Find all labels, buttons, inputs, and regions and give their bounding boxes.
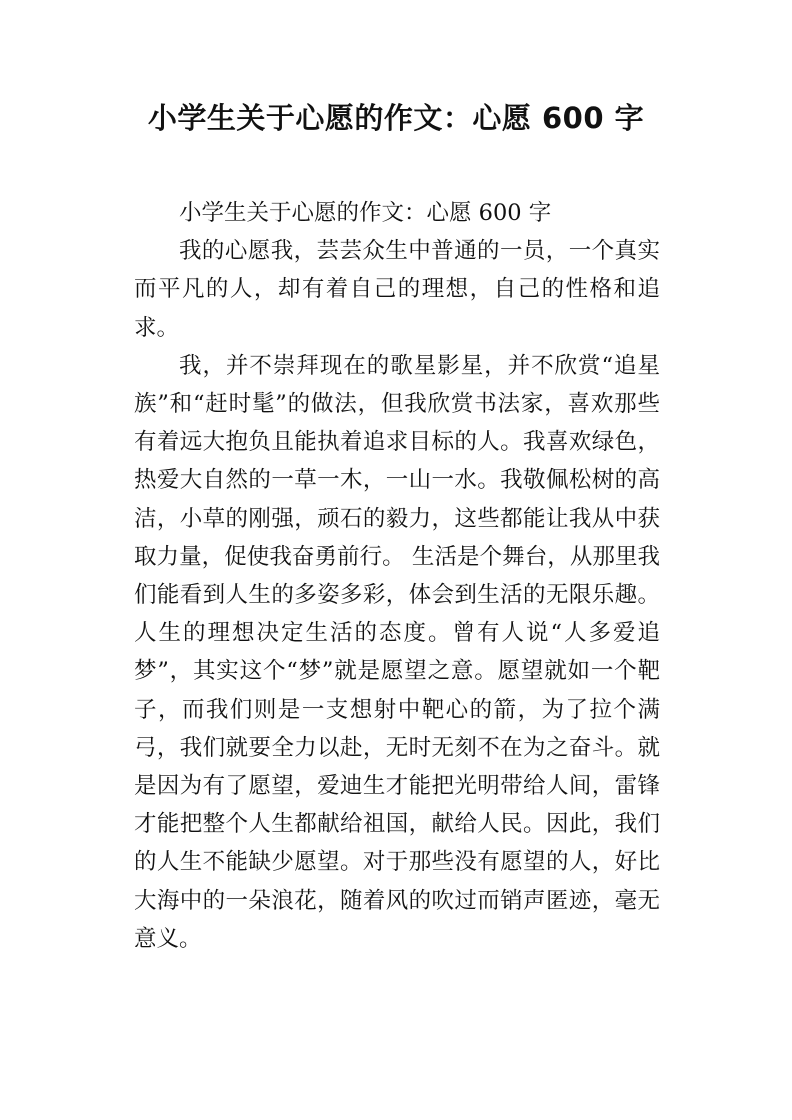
body-paragraph: 我，并不崇拜现在的歌星影星，并不欣赏“追星族”和“赶时髦”的做法，但我欣赏书法家，喜欢那些有着远大抱负且能执着追求目标的人。我喜欢绿色，热爱大自然的一草一木，一山一水。我敬佩松树的高洁，小草的刚强，顽石的毅力，这些都能让我从中获取力量，促使我奋勇前行。 生活是个舞台，从那里我们能看到人生的多姿多彩，体会到生活的无限乐趣。人生的理想决定生活的态度。曾有人说“人多爱追梦”，其实这个“梦”就是愿望之意。愿望就如一个靶子，而我们则是一支想射中靶心的箭，为了拉个满弓，我们就要全力以赴，无时无刻不在为之奋斗。就是因为有了愿望，爱迪生才能把光明带给人间，雷锋才能把整个人生都献给祖国，献给人民。因此，我们的人生不能缺少愿望。对于那些没有愿望的人，好比大海中的一朵浪花，随着风的吹过而销声匿迹，毫无意义。 (134, 352, 660, 952)
subtitle-paragraph: 小学生关于心愿的作文：心愿 600 字 (179, 200, 552, 226)
document-title: 小学生关于心愿的作文：心愿 600 字 (147, 101, 645, 135)
document-body (134, 194, 660, 958)
body-paragraph: 我的心愿我，芸芸众生中普通的一员，一个真实而平凡的人，却有着自己的理想，自己的性格和追求。 (134, 238, 660, 341)
